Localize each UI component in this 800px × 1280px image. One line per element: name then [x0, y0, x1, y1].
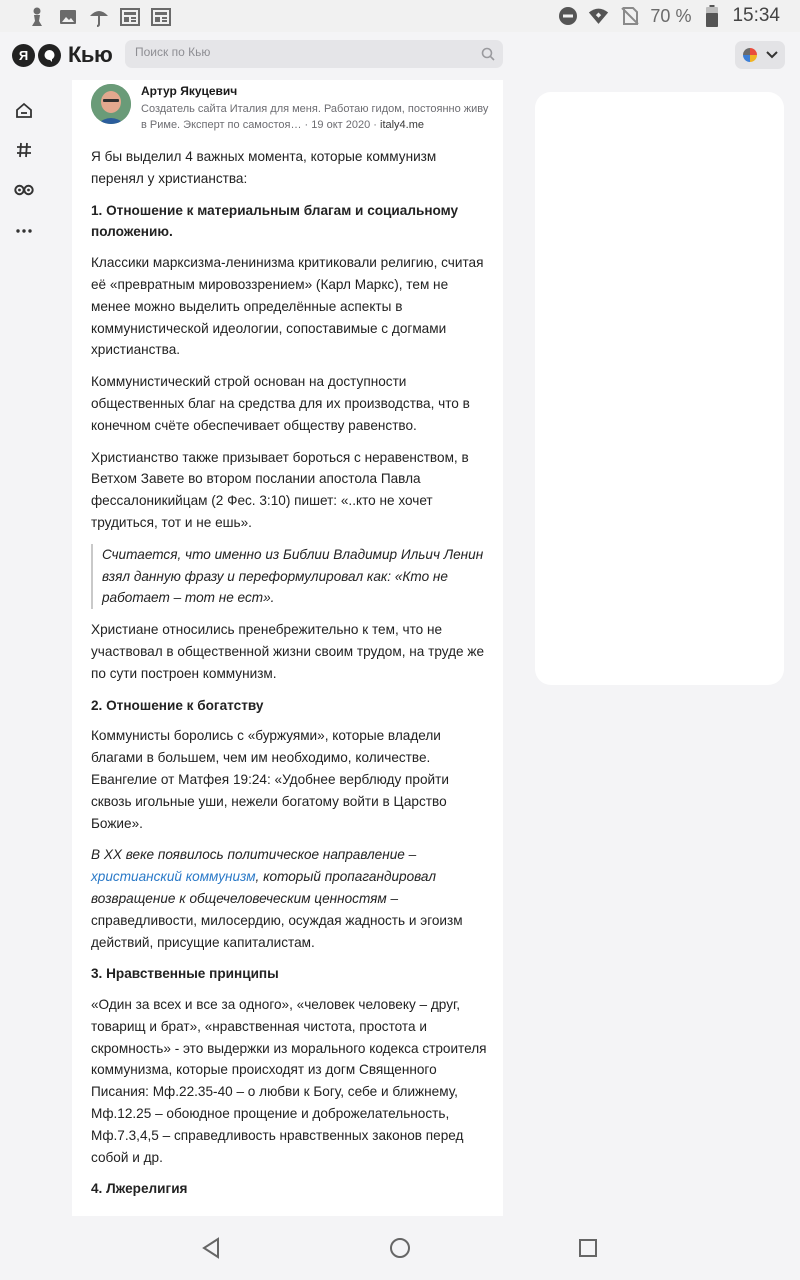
status-bar [0, 0, 800, 32]
answer-card [72, 80, 503, 1216]
paragraph: Коммунисты боролись с «буржуями», которые владели благами в большем, чем им необходимо, количестве. Евангелие от Матфея 19:24: «Удобнее верблюду пройти сквозь игольные уши, нежели богатому войти в Царство Божие». [91, 728, 449, 831]
chess-pawn-icon [26, 6, 47, 27]
answer-date: 19 окт 2020 [311, 119, 371, 131]
author-description [141, 101, 491, 133]
system-navigation-bar [0, 1216, 800, 1280]
section-heading: 3. Нравственные принципы [91, 966, 279, 982]
newspaper-icon [150, 6, 171, 27]
yandex-q-logo[interactable] [12, 42, 112, 68]
author-name[interactable]: Артур Якуцевич [141, 84, 238, 98]
profile-menu[interactable] [735, 41, 785, 69]
hashtag-icon[interactable] [12, 138, 36, 162]
author-avatar[interactable] [91, 84, 131, 124]
wifi-icon [588, 6, 609, 27]
image-icon [57, 6, 78, 27]
no-sim-icon [619, 6, 640, 27]
search-bar[interactable] [125, 40, 503, 68]
logo-text: Кью [68, 42, 113, 67]
paragraph: Христианство также призывает бороться с неравенством, в Ветхом Завете во втором послании апостола Павла фессалоникийцам (2 Фес. 3:10) пишет: «..кто не хочет трудиться, тот и не ешь». [91, 449, 469, 530]
notification-icons [26, 6, 171, 27]
search-icon[interactable] [481, 47, 495, 61]
section-heading: 2. Отношение к богатству [91, 697, 264, 713]
paragraph: «Один за всех и все за одного», «человек человеку – друг, товарищ и брат», «нравственная чистота, простота и скромность» - это выдержки из морального кодекса строителя коммунизма, которые происходят из догм Священного Писания: Мф.22.35-40 – о любви к Богу, себе и ближнему, Мф.12.25 – обоюдное прощение и доброжелательность, Мф.7.3,4,5 – справедливость нравственных законов перед собой и др. [91, 997, 487, 1165]
meta-separator: · [304, 119, 309, 131]
paragraph [91, 844, 489, 953]
paragraph-text: справедливости, милосердию, осуждая жадность и эгоизм действий, присущие капиталистам. [91, 912, 463, 950]
section-heading: 1. Отношение к материальным благам и социальному положению. [91, 202, 459, 240]
sidebar-card [535, 92, 784, 685]
user-avatar [743, 48, 757, 62]
do-not-disturb-icon [557, 6, 578, 27]
search-input[interactable] [135, 45, 465, 59]
newspaper-icon [119, 6, 140, 27]
system-icons [557, 5, 780, 27]
paragraph: Христиане относились пренебрежительно к тем, что не участвовал в общественной жизни своим трудом, на труде же по сути построен коммунизм. [91, 622, 485, 681]
logo-mark: Я [12, 44, 35, 67]
umbrella-icon [88, 6, 109, 27]
recents-icon[interactable] [576, 1236, 600, 1260]
glasses-icon[interactable] [12, 178, 36, 202]
blockquote: Считается, что именно из Библии Владимир Ильич Ленин взял данную фразу и переформулировал как: «Кто не работает – тот не ест». [91, 544, 489, 609]
paragraph: Классики марксизма-ленинизма критиковали религию, считая её «превратным мировоззрением» (Карл Маркс), тем не менее можно выделить определённые аспекты в коммунистической идеологии, сопоставимые с догмами христианства. [91, 255, 484, 358]
italic-text: , который пропагандировал возвращение к общечеловеческим ценностям – [91, 869, 437, 906]
top-header [0, 32, 800, 80]
paragraph: Я бы выделил 4 важных момента, которые коммунизм перенял у христианства: [91, 149, 437, 186]
meta-separator: · [373, 119, 377, 131]
clock: 15:34 [732, 5, 780, 26]
battery-icon [701, 6, 722, 27]
back-icon[interactable] [199, 1236, 223, 1260]
italic-text: В XX веке появилось политическое направление – [91, 847, 417, 863]
author-site-link[interactable]: italy4.me [380, 119, 425, 131]
christian-communism-link[interactable]: христианский коммунизм [91, 869, 256, 885]
section-heading: 4. Лжерелигия [91, 1181, 188, 1197]
chevron-down-icon [766, 46, 778, 64]
logo-bubble-icon [38, 44, 61, 67]
battery-percent: 70 % [650, 5, 692, 26]
home-circle-icon[interactable] [388, 1236, 412, 1260]
answer-body [91, 146, 489, 1209]
more-icon[interactable] [12, 219, 36, 243]
author-bio: Создатель сайта Италия для меня. Работаю гидом, постоянно живу в Риме. Эксперт по самостоя… [141, 103, 489, 131]
home-icon[interactable] [12, 98, 36, 122]
paragraph: Коммунистический строй основан на доступности общественных благ на средства для их производства, что в конечном счёте обеспечивает обществу равенство. [91, 374, 470, 433]
